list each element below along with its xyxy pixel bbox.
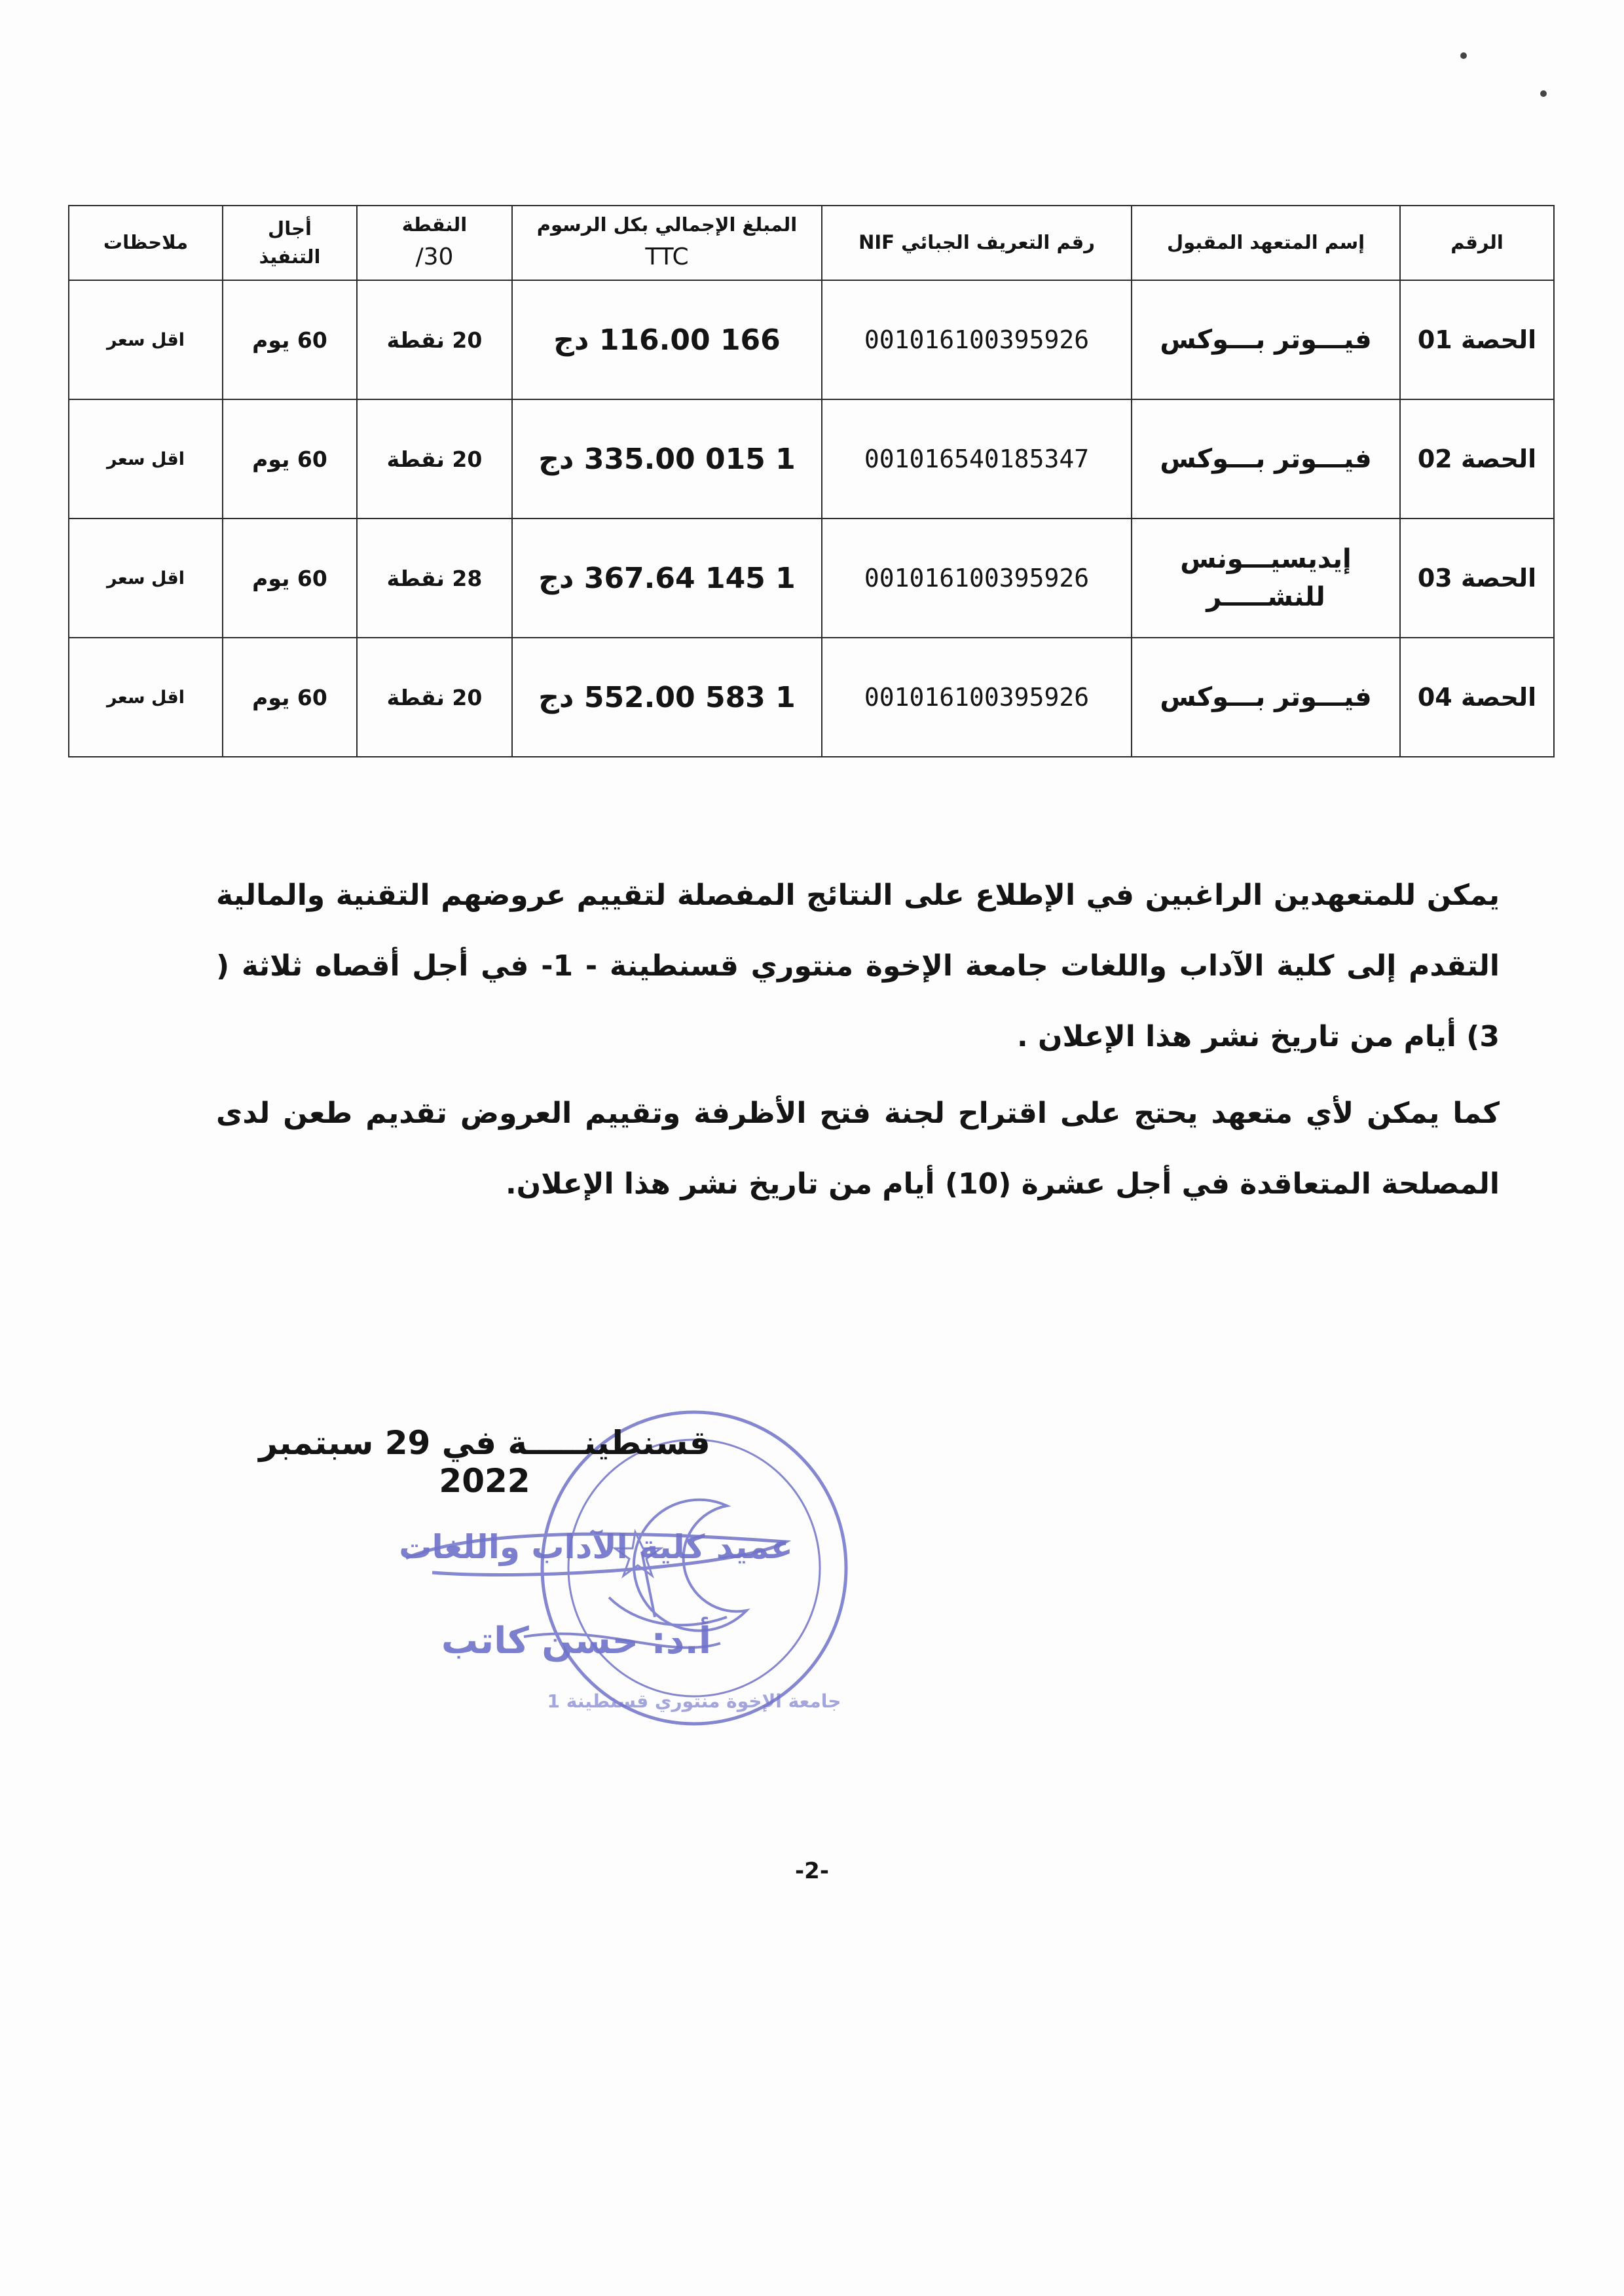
cell-remark: اقل سعر — [69, 280, 223, 399]
cell-amount: 1 583 552.00 دج — [512, 638, 822, 757]
appeal-paragraph: كما يمكن لأي متعهد يحتج على اقتراح لجنة فتح الأظرفة وتقييم العروض تقديم طعن لدى المصلحة المتعاقدة في أجل عشرة (10) أيام من تاريخ نشر هذا الإعلان. — [216, 1097, 1500, 1201]
cell-bidder: إيديسيـــونس للنشـــــر — [1132, 519, 1400, 638]
stamp-ring-text: جامعة الإخوة منتوري قسنطينة 1 — [547, 1690, 841, 1712]
cell-lot: الحصة 04 — [1400, 638, 1554, 757]
header-points-line1: النقطة — [401, 213, 468, 236]
cell-amount: 1 145 367.64 دج — [512, 519, 822, 638]
cell-delay: 60 يوم — [223, 399, 357, 519]
cell-delay: 60 يوم — [223, 638, 357, 757]
table-row — [69, 399, 1554, 519]
cell-bidder: فيـــوتر بـــوكس — [1132, 638, 1400, 757]
cell-amount: 166 116.00 دج — [512, 280, 822, 399]
cell-points: 20 نقطة — [357, 638, 512, 757]
table-row — [69, 638, 1554, 757]
header-delay-line2: التنفيذ — [259, 246, 321, 268]
cell-delay: 60 يوم — [223, 280, 357, 399]
header-lot: الرقم — [1400, 206, 1554, 280]
cell-remark: اقل سعر — [69, 519, 223, 638]
header-nif: رقم التعريف الجبائي NIF — [822, 206, 1132, 280]
table-header-row — [69, 206, 1554, 280]
cell-delay: 60 يوم — [223, 519, 357, 638]
scan-speck — [1540, 90, 1547, 97]
cell-lot: الحصة 03 — [1400, 519, 1554, 638]
cell-nif: 001016100395926 — [822, 519, 1132, 638]
results-table — [68, 205, 1555, 757]
stamp-signatory: أ.د: حسن كاتب — [441, 1620, 712, 1662]
cell-remark: اقل سعر — [69, 399, 223, 519]
cell-points: 20 نقطة — [357, 280, 512, 399]
header-points — [357, 206, 512, 280]
stamp-title: عميد كلية الآداب واللغات — [399, 1528, 793, 1566]
page-number: -2- — [795, 1858, 829, 1884]
cell-remark: اقل سعر — [69, 638, 223, 757]
cell-nif: 001016100395926 — [822, 280, 1132, 399]
cell-lot: الحصة 01 — [1400, 280, 1554, 399]
cell-amount: 1 015 335.00 دج — [512, 399, 822, 519]
place-and-date: قسنطينـــــة في 29 سبتمبر 2022 — [259, 1424, 710, 1500]
consultation-paragraph: يمكن للمتعهدين الراغبين في الإطلاع على النتائج المفصلة لتقييم عروضهم التقنية والمالية التقدم إلى كلية الآداب واللغات جامعة الإخوة منتوري قسنطينة - 1- في أجل أقصاه ثلاثة ( 3) أيام من تاريخ نشر هذا الإعلان . — [216, 879, 1500, 1053]
cell-bidder: فيـــوتر بـــوكس — [1132, 399, 1400, 519]
cell-lot: الحصة 02 — [1400, 399, 1554, 519]
header-points-line2: 30/ — [415, 243, 454, 270]
header-delay-line1: أجال — [268, 217, 312, 240]
table-row — [69, 280, 1554, 399]
header-amount — [512, 206, 822, 280]
table-row — [69, 519, 1554, 638]
cell-bidder: فيـــوتر بـــوكس — [1132, 280, 1400, 399]
header-bidder: إسم المتعهد المقبول — [1132, 206, 1400, 280]
header-remarks: ملاحظات — [69, 206, 223, 280]
scan-speck — [1460, 52, 1467, 59]
cell-points: 28 نقطة — [357, 519, 512, 638]
header-amount-line2: TTC — [645, 243, 689, 270]
header-delay — [223, 206, 357, 280]
cell-points: 20 نقطة — [357, 399, 512, 519]
cell-nif: 001016540185347 — [822, 399, 1132, 519]
cell-nif: 001016100395926 — [822, 638, 1132, 757]
header-amount-line1: المبلغ الإجمالي بكل الرسوم — [536, 213, 798, 236]
